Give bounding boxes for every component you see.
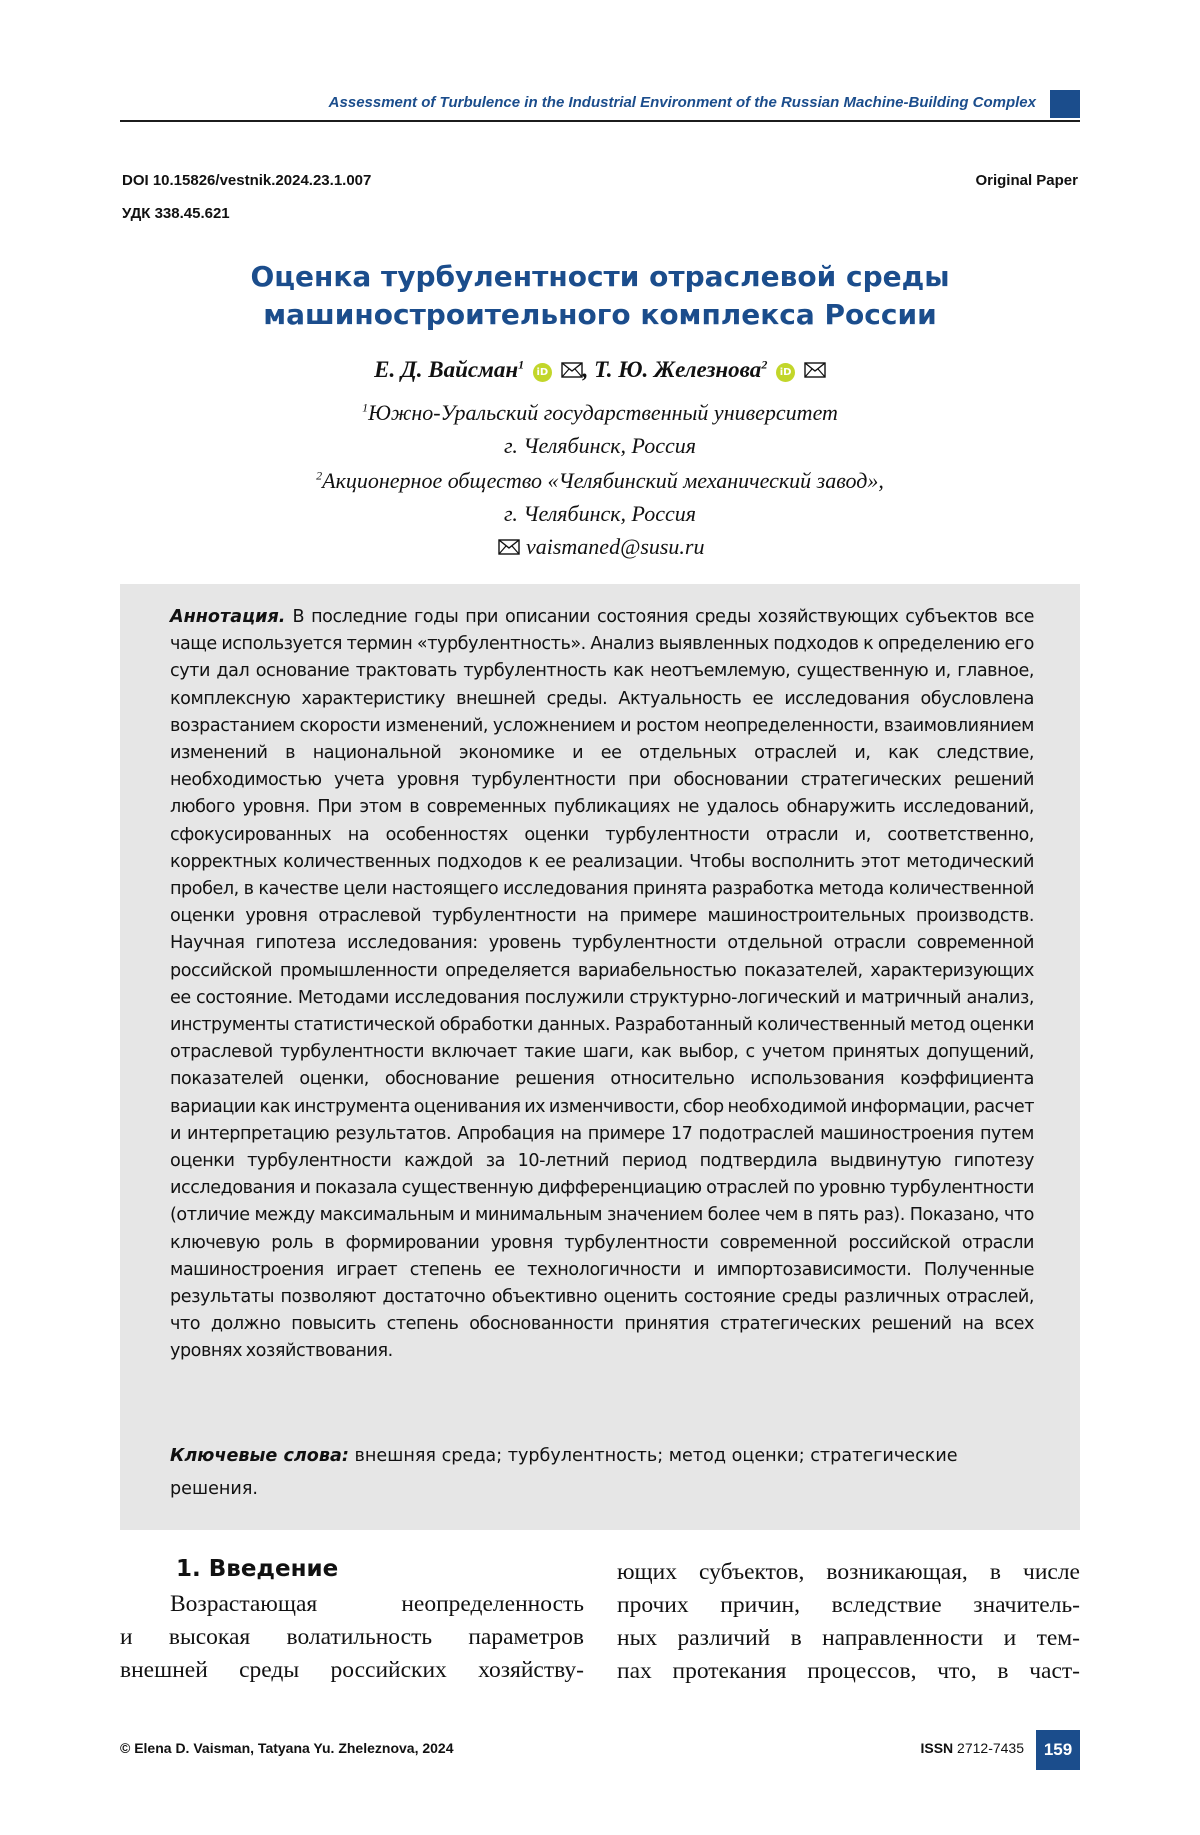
intro-left-column [120,1588,584,1687]
running-title: Assessment of Turbulence in the Industrial Environment of the Russian Machine-Building Complex [328,94,1036,111]
affiliation-1-line-1: Южно-Уральский государственный университет [368,400,838,425]
orcid-icon[interactable]: iD [776,363,795,382]
abstract-text: В последние годы при описании состояния среды хозяйствующих субъектов все чаще используется термин «турбулентность». Анализ выявленных подходов к определению его сути дал основание трактовать турбулентность как неотъемлемую, существенную и, главное, комплексную характеристику внешней среды. Актуальность ее исследования обусловлена возрастанием скорости изменений, усложнением и ростом неопределенности, взаимовлиянием изменений в национальной экономике и ее отдельных отраслей и, как следствие, необходимостью учета уровня турбулентности при обосновании стратегических решений любого уровня. При этом в современных публикациях не удалось обнаружить исследований, сфокусированных на особенностях оценки турбулентности отрасли и, соответственно, корректных количественных подходов к ее реализации. Чтобы восполнить этот методический пробел, в качестве цели настоящего исследования принята разработка метода количественной оценки уровня отраслевой турбулентности на примере машиностроительных производств. Научная гипотеза исследования: уровень турбулентности отдельной отрасли современной российской промышленности определяется вариабельностью показателей, характеризующих ее состояние. Методами исследования послужили структурно-логический и матричный анализ, инструменты статистической обработки данных. Разработанный количественный метод оценки отраслевой турбулентности включает такие шаги, как выбор, с учетом принятых допущений, показателей оценки, обоснование решения относительно использования коэффициента вариации как инструмента оценивания их изменчивости, сбор необходимой информации, расчет и интерпретацию результатов. Апробация на примере 17 подотраслей машиностроения путем оценки турбулентности каждой за 10-летний период подтвердила выдвинутую гипотезу исследования и показала существенную дифференциацию отраслей по уровню турбулентности (отличие между максимальным и минимальным значением более чем в пять раз). Показано, что ключевую роль в формировании уровня турбулентности современной российской отрасли машиностроения играет степень ее технологичности и импортозависимости. Полученные результаты позволяют достаточно объективно оценить состояние среды различных отраслей, что должно повысить степень обоснованности принятия стратегических решений на всех уровнях хозяйствования. [170,607,1034,1362]
author-1-sup: 1 [518,357,525,372]
contact-email [120,530,1080,563]
issn [920,1740,1024,1756]
abstract-label: Аннотация. [170,607,286,627]
email-link[interactable]: vaismaned@susu.ru [525,534,705,559]
envelope-icon[interactable] [804,362,826,378]
affiliation-2-sup: 2 [316,468,323,483]
paper-type: Original Paper [975,172,1078,189]
affiliation-1 [120,396,1080,462]
intro-right-line: ных различий в направленности и тем- [617,1625,1080,1651]
authors-line [120,357,1080,383]
envelope-icon [498,539,520,555]
affiliation-1-line-2: г. Челябинск, Россия [504,433,696,458]
doi[interactable]: DOI 10.15826/vestnik.2024.23.1.007 [122,172,372,189]
author-1-name: Е. Д. Вайсман [374,357,519,382]
affiliation-1-sup: 1 [362,400,369,415]
keywords-text: внешняя среда; турбулентность; метод оценки; стратегические решения. [170,1446,958,1499]
intro-right-column [617,1556,1080,1688]
orcid-icon[interactable]: iD [533,363,552,382]
page-number: 159 [1036,1730,1080,1770]
author-2-name: Т. Ю. Железнова [594,357,762,382]
intro-left-line: Возрастающая неопределенность [170,1591,584,1617]
keywords-label: Ключевые слова: [170,1446,349,1466]
issn-value: 2712-7435 [957,1740,1024,1756]
abstract [170,604,1034,1366]
intro-right-line: ющих субъектов, возникающая, в числе [617,1559,1080,1585]
copyright: © Elena D. Vaisman, Tatyana Yu. Zheleznova, 2024 [120,1740,454,1756]
section-heading-introduction: 1. Введение [176,1556,339,1582]
intro-left-line: внешней среды российских хозяйству- [120,1657,584,1683]
keywords [170,1440,1034,1506]
title-line-2: машиностроительного комплекса России [263,298,937,331]
intro-right-line: прочих причин, вследствие значитель- [617,1592,1080,1618]
affiliation-2-line-2: г. Челябинск, Россия [504,501,696,526]
footer [120,1728,1080,1772]
author-separator: , [582,357,589,382]
udk: УДК 338.45.621 [122,205,230,222]
envelope-icon[interactable] [561,362,583,378]
header-color-block [1050,90,1080,118]
running-header [120,88,1080,122]
affiliation-2-line-1: Акционерное общество «Челябинский механический завод», [322,468,884,493]
issn-label: ISSN [920,1740,954,1756]
intro-right-line: пах протекания процессов, что, в част- [617,1658,1080,1684]
affiliation-2 [120,464,1080,530]
title-line-1: Оценка турбулентности отраслевой среды [250,260,950,293]
article-title [120,258,1080,334]
intro-left-line: и высокая волатильность параметров [120,1624,584,1650]
author-2-sup: 2 [761,357,768,372]
